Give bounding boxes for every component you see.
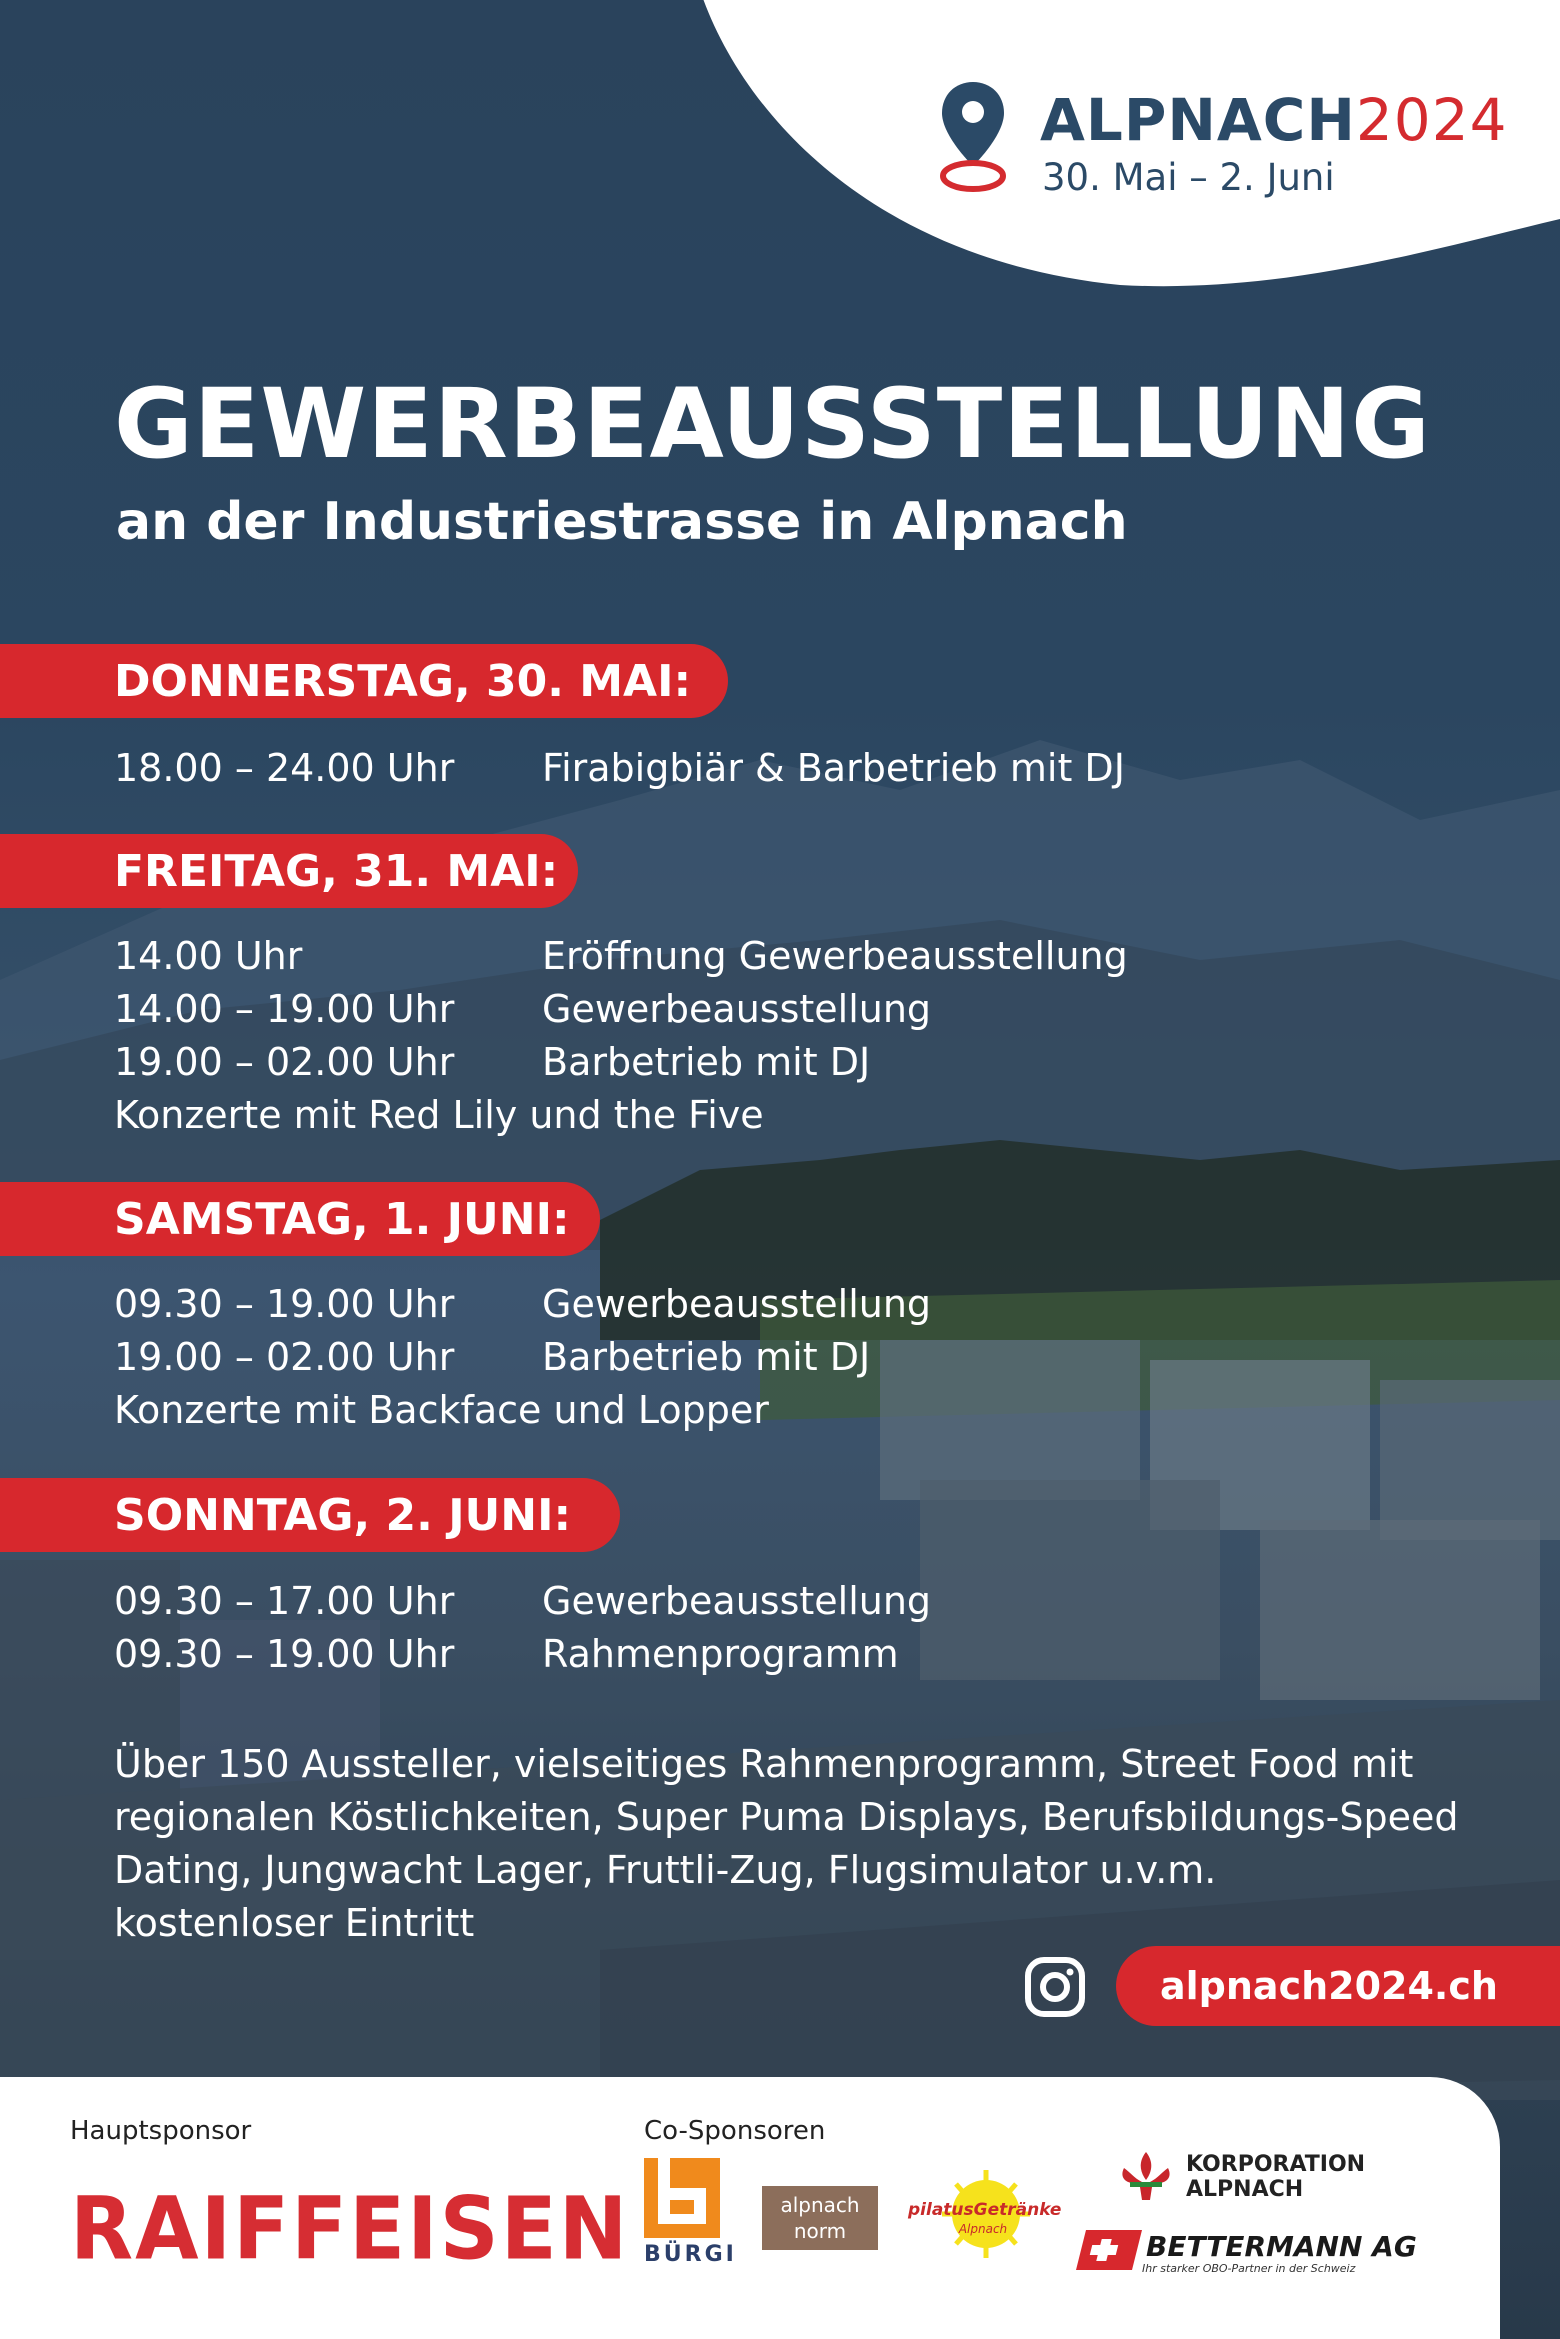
schedule-time: 09.30 – 19.00 Uhr [114,1282,455,1326]
day-bar-friday [0,834,578,908]
website-link[interactable] [1116,1946,1560,2026]
concert-note: Konzerte mit Backface und Lopper [114,1388,769,1432]
day-label: FREITAG, 31. MAI: [114,846,559,897]
norm-line: alpnach [780,2193,860,2217]
schedule-time: 09.30 – 19.00 Uhr [114,1632,455,1676]
subtitle: an der Industriestrasse in Alpnach [116,492,1128,552]
schedule-activity: Gewerbeausstellung [542,1282,932,1326]
description-line: kostenloser Eintritt [114,1901,475,1945]
main-title: GEWERBEAUSSTELLUNG [114,368,1431,480]
concert-note: Konzerte mit Red Lily und the Five [114,1093,764,1137]
logo-title [1040,86,1508,154]
description-line: Dating, Jungwacht Lager, Fruttli-Zug, Flugsimulator u.v.m. [114,1848,1217,1892]
logo-year: 2024 [1355,86,1508,154]
schedule-time: 19.00 – 02.00 Uhr [114,1335,455,1379]
alpnach-norm-logo [762,2186,878,2250]
event-description [114,1738,1514,1950]
schedule-activity: Eröffnung Gewerbeausstellung [542,934,1128,978]
bettermann-logo [1076,2230,1416,2276]
day-bar-sunday [0,1478,620,1552]
schedule-activity: Rahmenprogramm [542,1632,899,1676]
day-label: DONNERSTAG, 30. MAI: [114,656,692,707]
korp-line: ALPNACH [1186,2177,1304,2202]
description-line: Über 150 Aussteller, vielseitiges Rahmenprogramm, Street Food mit [114,1742,1414,1786]
korporation-name [1186,2152,1365,2202]
schedule-activity: Gewerbeausstellung [542,1579,932,1623]
day-bar-thursday [0,644,728,718]
schedule-activity: Barbetrieb mit DJ [542,1335,871,1379]
pilatus-getraenke-logo [908,2168,1062,2260]
schedule-activity: Firabigbiär & Barbetrieb mit DJ [542,746,1125,790]
burgi-mark-icon [644,2158,720,2238]
website-url[interactable]: alpnach2024.ch [1160,1964,1498,2008]
schedule-time: 14.00 – 19.00 Uhr [114,987,455,1031]
description-line: regionalen Köstlichkeiten, Super Puma Displays, Berufsbildungs-Speed [114,1795,1459,1839]
schedule-activity: Barbetrieb mit DJ [542,1040,871,1084]
norm-line: norm [793,2219,847,2243]
schedule-time: 18.00 – 24.00 Uhr [114,746,455,790]
fleur-de-lis-icon [1116,2150,1176,2202]
day-label: SAMSTAG, 1. JUNI: [114,1194,570,1245]
bettermann-name: BETTERMANN AG [1146,2230,1417,2263]
korp-line: KORPORATION [1186,2152,1366,2177]
burgi-name: BÜRGI [644,2242,737,2267]
logo-name: ALPNACH [1040,86,1356,154]
schedule-time: 14.00 Uhr [114,934,303,978]
bettermann-tagline: Ihr starker OBO-Partner in der Schweiz [1142,2262,1356,2275]
logo-dates: 30. Mai – 2. Juni [1042,156,1335,199]
pilatus-sub: Alpnach [958,2222,1008,2236]
pilatus-name: pilatusGetränke [908,2200,1062,2220]
burgi-logo [644,2158,737,2278]
co-sponsor-label: Co-Sponsoren [644,2116,826,2146]
schedule-time: 19.00 – 02.00 Uhr [114,1040,455,1084]
raiffeisen-logo: RAIFFEISEN [70,2179,630,2280]
day-bar-saturday [0,1182,600,1256]
location-pin-icon [938,78,1008,198]
swiss-flag-icon [1076,2230,1142,2270]
main-sponsor-label: Hauptsponsor [70,2116,252,2146]
korporation-alpnach-logo [1116,2150,1376,2210]
instagram-icon[interactable] [1024,1956,1086,2018]
schedule-time: 09.30 – 17.00 Uhr [114,1579,455,1623]
day-label: SONNTAG, 2. JUNI: [114,1490,572,1541]
schedule-activity: Gewerbeausstellung [542,987,932,1031]
